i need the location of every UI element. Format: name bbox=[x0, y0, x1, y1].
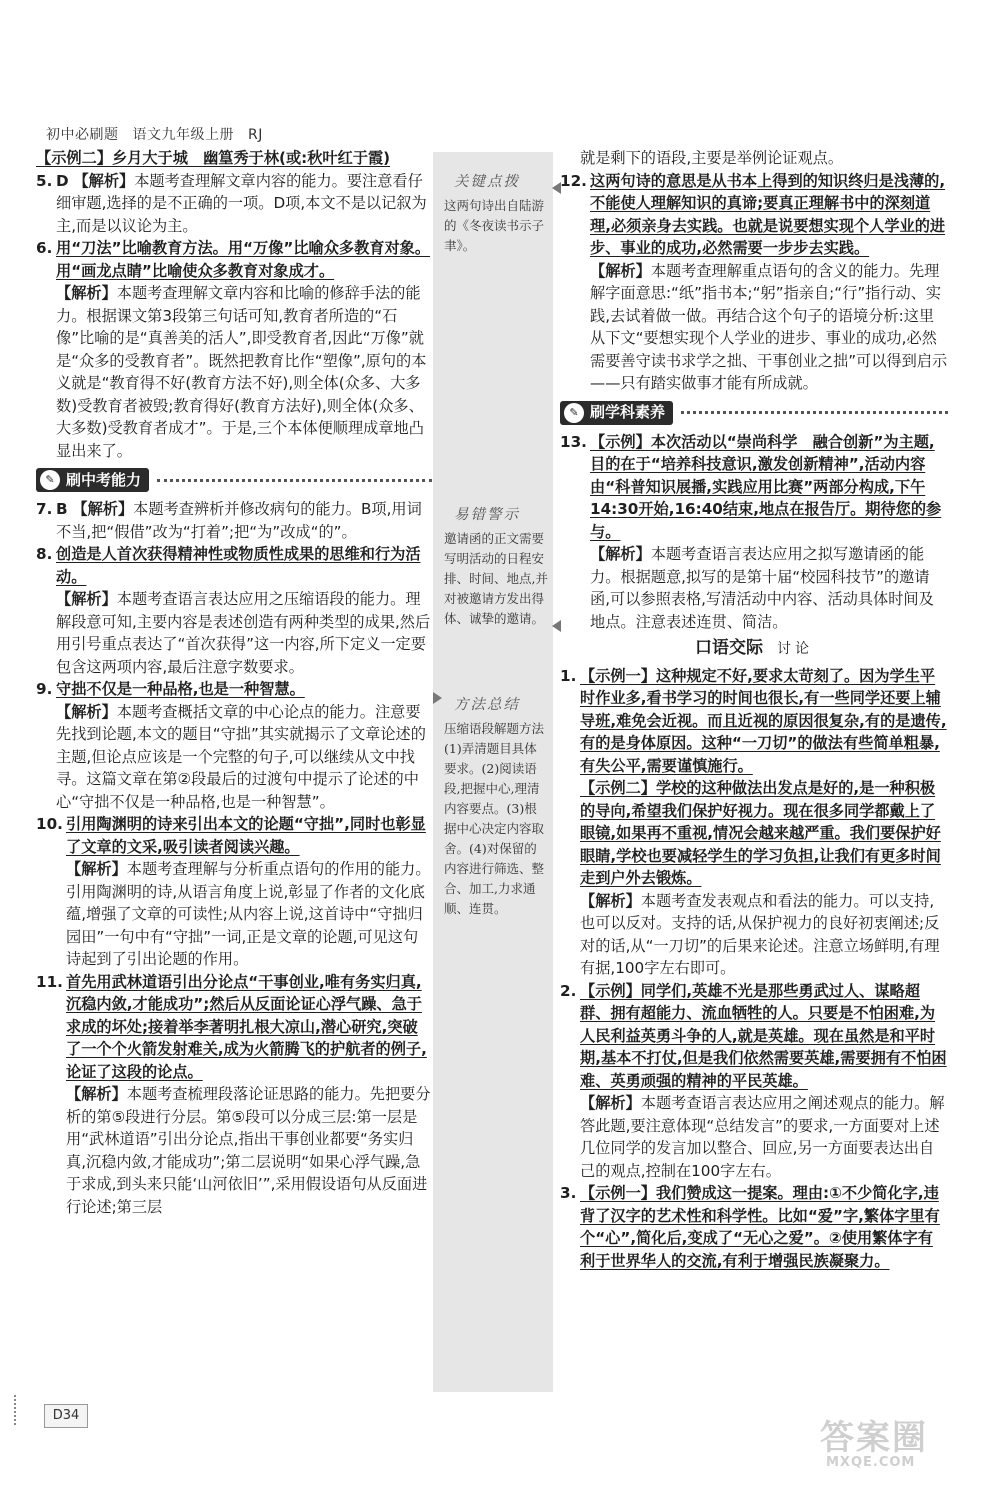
page-number: D34 bbox=[44, 1404, 88, 1428]
note-title: 关键点拨 bbox=[454, 174, 520, 190]
question-number: 8. bbox=[36, 545, 53, 563]
section-title: 口语交际 bbox=[695, 638, 763, 658]
book-edition: RJ bbox=[248, 127, 263, 143]
question-12 bbox=[560, 170, 948, 395]
answer: 这两句诗的意思是从书本上得到的知识终归是浅薄的,不能使人理解知识的真谛;要真正理解书中的深刻道理,必须亲身去实践。也就是说要想实现个人学业的进步、事业的成功,必然需要一步步去实践。 bbox=[590, 171, 946, 257]
analysis-tag: 【解析】 bbox=[56, 590, 117, 608]
analysis-tag: 【解析】 bbox=[590, 261, 651, 280]
answer: B bbox=[56, 500, 68, 518]
analysis-text: 本题考查语言表达应用之压缩语段的能力。理解段意可知,主要内容是表述创造有两种类型的成果,然后用引号重点表达了“首次获得”这一内容,所下定义一定要包含这两项内容,最后注意字数要求。 bbox=[56, 590, 431, 676]
answer: 【示例】同学们,英雄不光是那些勇武过人、谋略超群、拥有超能力、流血牺牲的人。只要是不怕困难,为人民利益英勇斗争的人,就是英雄。现在虽然是和平时期,基本不打仗,但是我们依然需要英雄,需要拥有不怕困难、英勇顽强的精神的平民英雄。 bbox=[580, 981, 947, 1090]
question-number: 2. bbox=[560, 981, 577, 1000]
analysis-tag: 【解析】 bbox=[580, 1094, 641, 1112]
section-subtitle: 讨论 bbox=[777, 641, 813, 657]
watermark-logo bbox=[820, 1410, 928, 1470]
answer: 引用陶渊明的诗来引出本文的论题“守拙”,同时也彰显了文章的文采,吸引读者阅读兴趣。 bbox=[66, 815, 426, 856]
question-number: 13. bbox=[560, 432, 587, 451]
analysis-tag: 【解析】 bbox=[56, 702, 117, 721]
oral-question-1 bbox=[560, 665, 948, 980]
question-6 bbox=[36, 237, 432, 462]
left-column bbox=[36, 147, 432, 1218]
question-number: 1. bbox=[560, 666, 577, 685]
analysis-tag: 【解析】 bbox=[72, 500, 134, 518]
analysis-tag: 【解析】 bbox=[56, 284, 117, 302]
book-icon: ✎ bbox=[40, 470, 60, 490]
section-title: 刷学科素养 bbox=[590, 403, 666, 422]
dotted-divider bbox=[681, 411, 948, 414]
note-method-summary bbox=[444, 695, 548, 919]
analysis-tag: 【解析】 bbox=[66, 1085, 127, 1103]
question-8 bbox=[36, 543, 432, 678]
oral-question-3 bbox=[560, 1182, 948, 1272]
analysis-text: 本题考查理解文章内容的能力。要注意看仔细审题,选择的是不正确的一项。D项,本文不是以记叙为主,而是以议论为主。 bbox=[56, 171, 427, 235]
analysis-tag: 【解析】 bbox=[66, 860, 127, 878]
question-11 bbox=[36, 971, 432, 1219]
note-common-errors bbox=[444, 505, 548, 629]
question-number: 9. bbox=[36, 680, 53, 698]
answer: 创造是人首次获得精神性或物质性成果的思维和行为活动。 bbox=[56, 545, 421, 586]
answer: 【示例二】学校的这种做法出发点是好的,是一种积极的导向,希望我们保护好视力。现在很多同学都戴上了眼镜,如果再不重视,情况会越来越严重。我们要保护好眼睛,学校也要减轻学生的学习负担,让我们有更多时间走到户外去锻炼。 bbox=[580, 779, 941, 887]
oral-question-2 bbox=[560, 980, 948, 1183]
analysis-text: 本题考查辨析并修改病句的能力。B项,用词不当,把“假借”改为“打着”;把“为”改成“的”。 bbox=[56, 500, 422, 541]
question-10 bbox=[36, 813, 432, 971]
question-number: 11. bbox=[36, 972, 63, 991]
watermark-text: 答案圈 bbox=[820, 1418, 928, 1458]
answer: 用“刀法”比喻教育方法。用“万像”比喻众多教育对象。用“画龙点睛”比喻使众多教育对象成才。 bbox=[56, 239, 431, 280]
question-number: 12. bbox=[560, 171, 587, 190]
answer: 【示例一】我们赞成这一提案。理由:①不少简化字,违背了汉字的艺术性和科学性。比如“爱”字,繁体字里有个“心”,简化后,变成了“无心之爱”。②使用繁体字有利于世界华人的交流,有利于增强民族凝聚力。 bbox=[580, 1184, 940, 1270]
answer: 【示例一】这种规定不好,要求太苛刻了。因为学生平时作业多,看书学习的时间也很长,有一些同学还要上辅导班,难免会近视。而且近视的原因很复杂,有的是遗传,有的是身体原因。这种“一刀切”的做法有些简单粗暴,有失公平,需要谨慎施行。 bbox=[580, 666, 947, 775]
question-number: 5. bbox=[36, 171, 53, 190]
question-number: 6. bbox=[36, 239, 53, 257]
analysis-text: 本题考查理解重点语句的含义的能力。先理解字面意思:“纸”指书本;“躬”指亲自;“行”指行动、实践,去试着做一做。再结合这个句子的语境分析:这里从下文“要想实现个人学业的进步、事业的成功,必然需要善守读书求学之拙、干事创业之拙”可以得到启示——只有踏实做事才能有所成就。 bbox=[590, 261, 948, 392]
section-header-subject-literacy bbox=[560, 398, 948, 428]
book-icon: ✎ bbox=[564, 403, 584, 423]
corner-decoration bbox=[14, 1395, 30, 1425]
question-7 bbox=[36, 498, 432, 543]
arrow-icon bbox=[433, 692, 442, 704]
section-header-exam-ability bbox=[36, 465, 432, 495]
analysis-tag: 【解析】 bbox=[590, 545, 651, 563]
question-number: 3. bbox=[560, 1184, 577, 1202]
q4-example-two: 【示例二】乡月大于城 幽篁秀于林(或:秋叶红于霞) bbox=[36, 149, 391, 167]
section-badge bbox=[36, 468, 149, 492]
analysis-text: 本题考查语言表达应用之阐述观点的能力。解答此题,要注意体现“总结发言”的要求,一方面要对上述几位同学的发言加以整合、回应,另一方面要表达出自己的观点,控制在100字左右。 bbox=[580, 1094, 945, 1180]
answer: 守拙不仅是一种品格,也是一种智慧。 bbox=[56, 680, 305, 698]
question-number: 10. bbox=[36, 815, 63, 833]
note-text: 邀请函的正文需要写明活动的日程安排、时间、地点,并对被邀请方发出得体、诚挚的邀请。 bbox=[444, 531, 548, 626]
dotted-divider bbox=[157, 479, 432, 482]
analysis-text: 本题考查概括文章的中心论点的能力。注意要先找到论题,本文的题目“守拙”其实就揭示了文章论述的主题,但论点应该是一个完整的句子,可以继续从文中找寻。这篇文章在第②段最后的过渡句中提示了论述的中心“守拙不仅是一种品格,也是一种智慧”。 bbox=[56, 702, 426, 811]
section-badge bbox=[560, 401, 673, 425]
analysis-text: 本题考查发表观点和看法的能力。可以支持,也可以反对。支持的话,从保护视力的良好初衷阐述;反对的话,从“一刀切”的后果来论述。注意立场鲜明,有理有据,100字左右即可。 bbox=[580, 891, 940, 977]
oral-communication-title bbox=[560, 637, 948, 661]
book-subject: 语文九年级上册 bbox=[132, 127, 234, 143]
analysis-text: 本题考查理解与分析重点语句的作用的能力。引用陶渊明的诗,从语言角度上说,彰显了作者的文化底蕴,增强了文章的可读性;从内容上说,这首诗中“守拙归园田”一句中有“守拙”一词,正是文章的论题,可见这句诗起到了引出论题的作用。 bbox=[66, 860, 431, 968]
analysis-text: 本题考查理解文章内容和比喻的修辞手法的能力。根据课文第3段第三句话可知,教育者所造的“石像”比喻的是“真善美的活人”,即受教育者,因此“万像”就是“众多的受教育者”。既然把教育比作“塑像”,原句的本义就是“教育得不好(教育方法不好),则全体(众多、大多数)受教育者被毁;教育得好(教育方法好),则全体(众多、大多数)受教育者成才”。于是,三个本体便顺理成章地凸显出来了。 bbox=[56, 284, 427, 460]
question-13 bbox=[560, 431, 948, 634]
answer: 首先用武林道语引出分论点“干事创业,唯有务实归真,沉稳内敛,才能成功”;然后从反面论证心浮气躁、急于求成的坏处;接着举李著明扎根大凉山,潜心研究,突破了一个个火箭发射难关,成为火箭腾飞的护航者的例子,论证了这段的论点。 bbox=[66, 972, 427, 1081]
book-series: 初中必刷题 bbox=[46, 127, 119, 143]
note-text: 压缩语段解题方法 (1)弄清题目具体要求。(2)阅读语段,把握中心,理清内容要点。(3)根据中心决定内容取舍。(4)对保留的内容进行筛选、整合、加工,力求通顺、连贯。 bbox=[444, 721, 545, 916]
answer: 【示例】本次活动以“崇尚科学 融合创新”为主题,目的在于“培养科技意识,激发创新精神”,活动内容由“科普知识展播,实践应用比赛”两部分构成,下午14:30开始,16:40结束,地点在报告厅。期待您的参与。 bbox=[590, 432, 942, 541]
q11-continued: 就是剩下的语段,主要是举例论证观点。 bbox=[580, 149, 844, 167]
note-key-points bbox=[444, 172, 548, 256]
question-number: 7. bbox=[36, 500, 53, 518]
analysis-text: 本题考查语言表达应用之拟写邀请函的能力。根据题意,拟写的是第十届“校园科技节”的邀请函,可以参照表格,写清活动中内容、活动具体时间及地点。注意表述连贯、简洁。 bbox=[590, 545, 934, 631]
answer: D bbox=[56, 171, 69, 190]
page-header bbox=[46, 124, 263, 144]
question-5 bbox=[36, 170, 432, 238]
analysis-tag: 【解析】 bbox=[580, 891, 641, 910]
note-text: 这两句诗出自陆游的《冬夜读书示子聿》。 bbox=[444, 198, 545, 253]
note-title: 方法总结 bbox=[454, 697, 520, 713]
section-title: 刷中考能力 bbox=[66, 470, 142, 489]
analysis-tag: 【解析】 bbox=[73, 171, 135, 190]
question-9 bbox=[36, 678, 432, 813]
note-title: 易错警示 bbox=[454, 507, 520, 523]
analysis-text: 本题考查梳理段落论证思路的能力。先把要分析的第⑤段进行分层。第⑤段可以分成三层:第一层是用“武林道语”引出分论点,指出干事创业都要“务实归真,沉稳内敛,才能成功”;第二层说明“如果心浮气躁,急于求成,到头来只能‘山河依旧’”,采用假设语句从反面进行论述;第三层 bbox=[66, 1085, 431, 1216]
right-column bbox=[560, 147, 948, 1272]
watermark-url: MXQE.COM bbox=[826, 1455, 916, 1470]
